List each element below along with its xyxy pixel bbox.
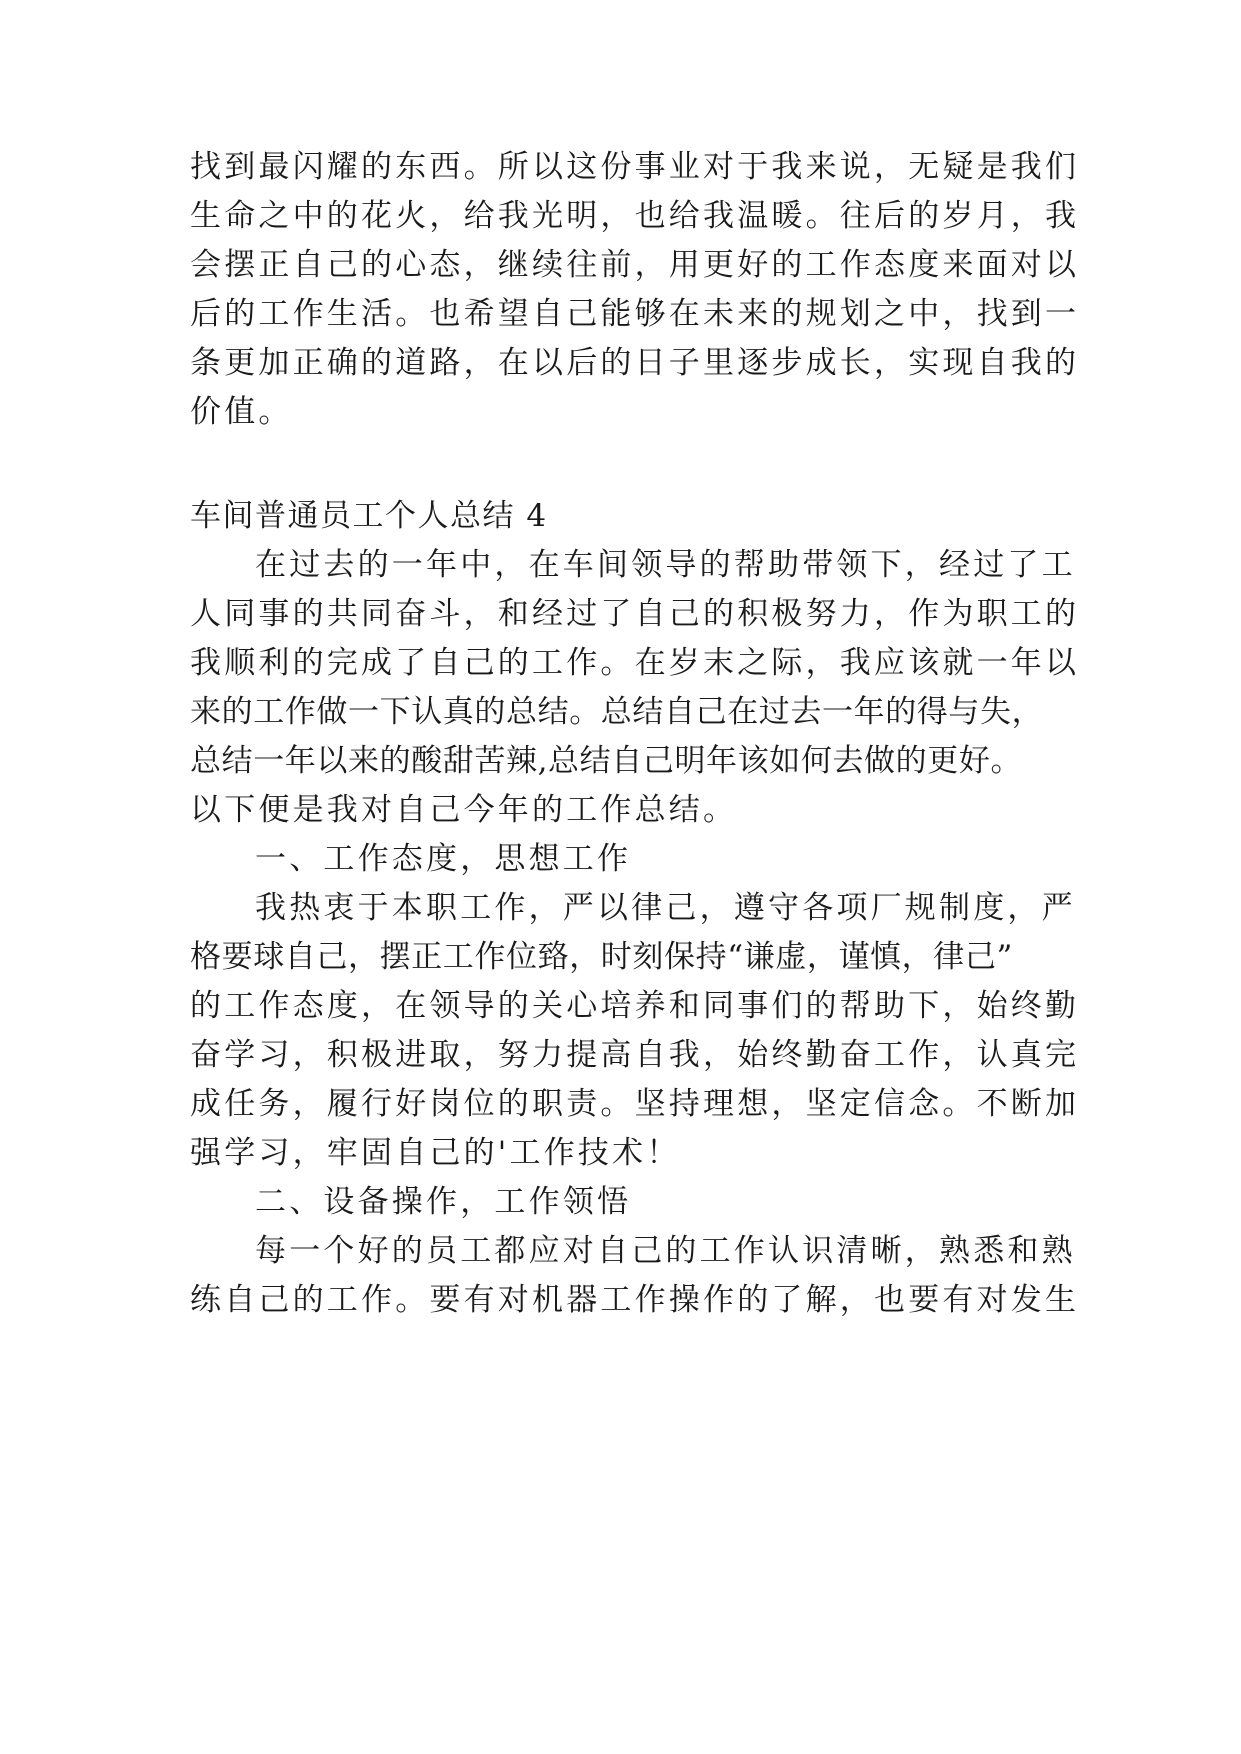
intro-line-6: 价值。 bbox=[190, 394, 293, 430]
para2-line-5: 成任务，履行好岗位的职责。坚持理想，坚定信念。不断加 bbox=[190, 1086, 1080, 1122]
para2-line-3: 的工作态度，在领导的关心培养和同事们的帮助下，始终勤 bbox=[190, 988, 1080, 1024]
para2-line-2: 格要球自己，摆正工作位臵，时刻保持“谦虚，谨慎，律己” bbox=[190, 939, 1013, 975]
para1-line-1: 在过去的一年中，在车间领导的帮助带领下，经过了工 bbox=[255, 547, 1076, 583]
para1-line-6: 以下便是我对自己今年的工作总结。 bbox=[190, 792, 738, 828]
intro-line-4: 后的工作生活。也希望自己能够在未来的规划之中，找到一 bbox=[190, 296, 1080, 332]
intro-line-3: 会摆正自己的心态，继续往前，用更好的工作态度来面对以 bbox=[190, 247, 1080, 283]
para2-line-1: 我热衷于本职工作，严以律己，遵守各项厂规制度，严 bbox=[255, 890, 1076, 926]
para3-line-1: 每一个好的员工都应对自己的工作认识清晰，熟悉和熟 bbox=[255, 1233, 1076, 1269]
heading-equipment: 二、设备操作，工作领悟 bbox=[255, 1184, 632, 1220]
intro-line-1: 找到最闪耀的东西。所以这份事业对于我来说，无疑是我们 bbox=[190, 149, 1080, 185]
para2-line-6: 强学习，牢固自己的'工作技术！ bbox=[190, 1135, 681, 1171]
para1-line-3: 我顺利的完成了自己的工作。在岁末之际，我应该就一年以 bbox=[190, 645, 1080, 681]
para1-line-2: 人同事的共同奋斗，和经过了自己的积极努力，作为职工的 bbox=[190, 596, 1080, 632]
intro-line-2: 生命之中的花火，给我光明，也给我温暖。往后的岁月，我 bbox=[190, 198, 1080, 234]
para1-line-4: 来的工作做一下认真的总结。总结自己在过去一年的得与失， bbox=[190, 694, 1044, 730]
section-title: 车间普通员工个人总结 4 bbox=[190, 498, 548, 534]
para1-line-5: 总结一年以来的酸甜苦辣,总结自己明年该如何去做的更好。 bbox=[190, 743, 1023, 779]
para2-line-4: 奋学习，积极进取，努力提高自我，始终勤奋工作，认真完 bbox=[190, 1037, 1080, 1073]
heading-attitude: 一、工作态度，思想工作 bbox=[255, 841, 632, 877]
para3-line-2: 练自己的工作。要有对机器工作操作的了解，也要有对发生 bbox=[190, 1282, 1080, 1318]
intro-line-5: 条更加正确的道路，在以后的日子里逐步成长，实现自我的 bbox=[190, 345, 1080, 381]
